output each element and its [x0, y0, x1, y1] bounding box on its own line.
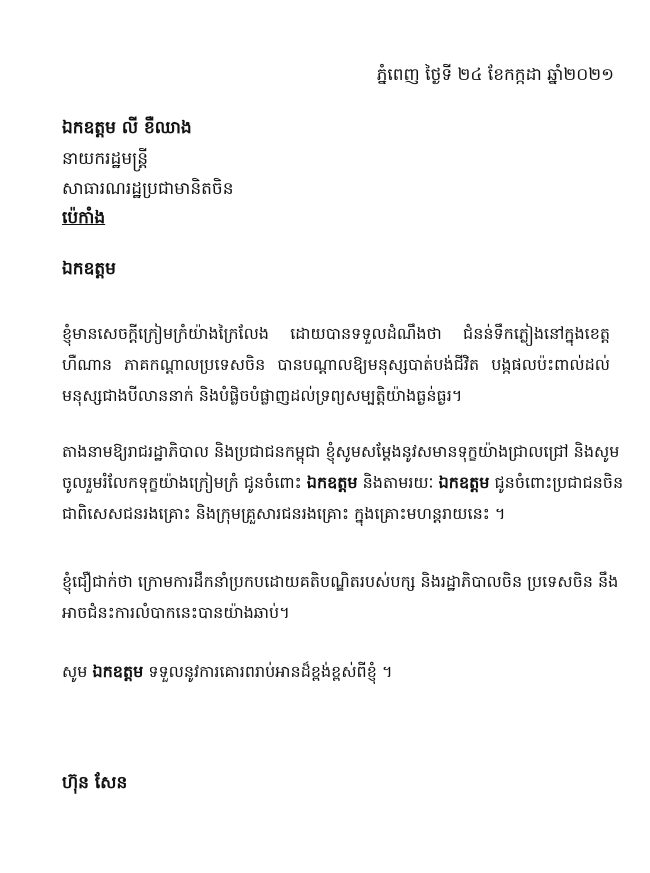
paragraph-2 — [62, 436, 624, 529]
paragraph-2-text: ចូលរួមរំលែកទុក្ខយ៉ាងក្រៀមក្រំ ជូនចំពោះ — [62, 473, 307, 492]
honorific-bold: ឯកឧត្តម — [438, 473, 490, 492]
closing-suffix: ទទួលនូវការគោរពរាប់អានដ៏ខ្ពង់ខ្ពស់ពីខ្ញុំ ។ — [143, 662, 393, 681]
paragraph-1-line: ហឺណាន ភាគកណ្តាលប្រទេសចិន បានបណ្តាលឱ្យមនុស្សបាត់បង់ជីវិត បង្កផលប៉ះពាល់ដល់ — [62, 355, 610, 374]
honorific-bold: ឯកឧត្តម — [306, 473, 358, 492]
letter-date: ភ្នំពេញ ថ្ងៃទី ២៤ ខែកក្កដា ឆ្នាំ២០២១ — [376, 65, 614, 85]
paragraph-3-line: ខ្ញុំជឿជាក់ថា ក្រោមការដឹកនាំប្រកបដោយគតិបណ្ឌិតរបស់បក្ស និងរដ្ឋាភិបាលចិន ប្រទេសចិន នឹង — [62, 572, 619, 591]
paragraph-2-line: ជាពិសេសជនរងគ្រោះ និងក្រុមគ្រួសារជនរងគ្រោះ ក្នុងគ្រោះមហន្តរាយនេះ ។ — [62, 504, 506, 523]
recipient-city: ប៉េកាំង — [62, 208, 106, 228]
paragraph-1 — [62, 318, 610, 411]
paragraph-3 — [62, 566, 619, 628]
recipient-name: ឯកឧត្តម លី ខឺឈាង — [62, 118, 192, 138]
recipient-country: សាធារណរដ្ឋប្រជាមានិតចិន — [62, 179, 234, 199]
closing-honorific: ឯកឧត្តម — [92, 662, 144, 681]
paragraph-2-line — [62, 467, 624, 498]
recipient-title: នាយករដ្ឋមន្ត្រី — [62, 149, 148, 169]
paragraph-1-line: ខ្ញុំមានសេចក្តីក្រៀមក្រំយ៉ាងក្រៃលែង ដោយបានទទួលដំណឹងថា ជំនន់ទឹកភ្លៀងនៅក្នុងខេត្ត — [62, 324, 610, 343]
closing-prefix: សូម — [62, 662, 93, 681]
closing-paragraph — [62, 656, 610, 687]
closing-line — [62, 656, 610, 687]
paragraph-3-line: អាចជំនះការលំបាកនេះបានយ៉ាងឆាប់។ — [62, 603, 290, 622]
paragraph-2-text: ជូនចំពោះប្រជាជនចិន — [489, 473, 624, 492]
paragraph-2-line: តាងនាមឱ្យរាជរដ្ឋាភិបាល និងប្រជាជនកម្ពុជា ខ្ញុំសូមសម្តែងនូវសមានទុក្ខយ៉ាងជ្រាលជ្រៅ និងសូម — [62, 442, 620, 461]
salutation: ឯកឧត្តម — [62, 259, 116, 279]
paragraph-2-text: និងតាមរយៈ — [357, 473, 439, 492]
signature-name: ហ៊ុន សែន — [62, 773, 128, 793]
paragraph-1-line: មនុស្សជាងបីលាននាក់ និងបំផ្លិចបំផ្លាញដល់ទ្រព្យសម្បត្តិយ៉ាងធ្ងន់ធ្ងរ។ — [62, 386, 463, 405]
